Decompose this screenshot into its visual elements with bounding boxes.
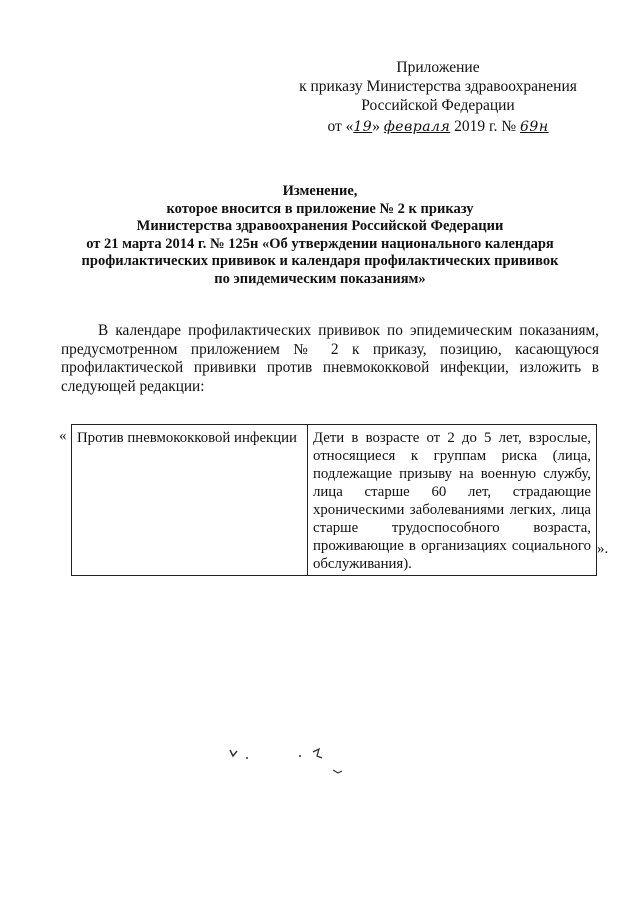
categories-cell: Дети в возрасте от 2 до 5 лет, взрослые, относящиеся к группам риска (лица, подлежащие призыву на военную службу, лица старше 60 лет, страдающие хроническими заболеваниями легких, лица старше трудоспособного возраста, проживающие в организациях социального обслуживания). — [308, 425, 597, 576]
title-line-6: по эпидемическим показаниям» — [214, 270, 426, 287]
title-line-5: профилактических прививок и календаря профилактических прививок — [81, 253, 559, 270]
date-year: 2019 г. № — [454, 118, 517, 135]
body-paragraph: В календаре профилактических прививок по эпидемическим показаниям, предусмотренном приложением № 2 к приказу, позицию, касающуюся профилактической прививки против пневмококковой инфекции, изложить в следующей редакции: — [61, 322, 599, 395]
date-mid: » — [372, 118, 380, 135]
title-line-4: от 21 марта 2014 г. № 125н «Об утверждении национального календаря — [86, 235, 554, 252]
appendix-header — [288, 58, 588, 137]
title-line-1: Изменение, — [282, 183, 358, 199]
date-month: февраля — [383, 119, 451, 135]
scan-marks — [225, 740, 365, 780]
date-prefix: от « — [327, 118, 354, 135]
close-quote: ». — [597, 541, 609, 557]
infection-cell: Против пневмококковой инфекции — [72, 425, 308, 576]
table-row — [72, 425, 597, 576]
order-reference: к приказу Министерства здравоохранения — [299, 78, 577, 95]
title-line-3: Министерства здравоохранения Российской Федерации — [136, 218, 504, 235]
document-title — [60, 183, 580, 289]
excerpt-table — [71, 424, 597, 576]
date-day: 19 — [353, 119, 373, 135]
federation-name: Российской Федерации — [361, 97, 515, 114]
order-number: 69н — [520, 119, 549, 135]
open-quote: « — [59, 428, 67, 444]
title-line-2: которое вносится в приложение № 2 к приказу — [166, 200, 474, 217]
order-date-line — [288, 117, 588, 137]
appendix-label: Приложение — [396, 59, 480, 76]
